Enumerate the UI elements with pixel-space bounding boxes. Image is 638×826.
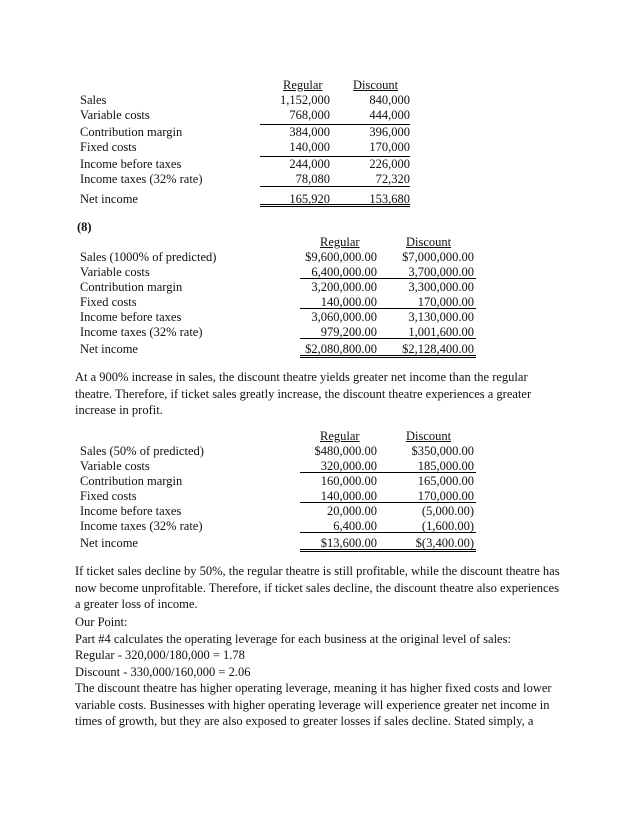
column-header-regular: Regular: [320, 235, 360, 249]
regular-value: 140,000.00: [320, 295, 377, 309]
text-line: Regular - 320,000/180,000 = 1.78: [75, 648, 245, 662]
discount-value: 226,000: [369, 157, 410, 171]
regular-value: $2,080,800.00: [305, 342, 377, 356]
discount-value: 1,001,600.00: [408, 325, 474, 339]
double-divider: [300, 355, 476, 358]
discount-value: $350,000.00: [411, 444, 474, 458]
regular-value: 6,400.00: [333, 519, 377, 533]
regular-value: 979,200.00: [320, 325, 377, 339]
discount-value: $(3,400.00): [415, 536, 474, 550]
analysis-paragraph-decline: [75, 563, 565, 613]
discount-value: 396,000: [369, 125, 410, 139]
text-line: At a 900% increase in sales, the discount theatre yields greater net income than the regular: [75, 370, 528, 384]
discount-value: 170,000: [369, 140, 410, 154]
row-label: Income taxes (32% rate): [80, 519, 203, 533]
row-label: Contribution margin: [80, 125, 183, 139]
row-label: Variable costs: [80, 459, 150, 473]
double-divider: [260, 204, 410, 207]
row-label: Contribution margin: [80, 280, 183, 294]
row-label: Income taxes (32% rate): [80, 172, 203, 186]
our-point-section: [75, 614, 565, 730]
regular-value: 1,152,000: [280, 93, 330, 107]
column-header-discount: Discount: [353, 78, 399, 92]
column-header-regular: Regular: [320, 429, 360, 443]
row-label: Income before taxes: [80, 157, 182, 171]
row-label: Income taxes (32% rate): [80, 325, 203, 339]
table-row: [80, 172, 420, 187]
discount-value: (5,000.00): [421, 504, 474, 518]
discount-value: $2,128,400.00: [402, 342, 474, 356]
row-label: Fixed costs: [80, 140, 137, 154]
regular-value: 6,400,000.00: [311, 265, 377, 279]
regular-value: $480,000.00: [314, 444, 377, 458]
income-table-base: [80, 78, 420, 207]
text-line: theatre. Therefore, if ticket sales greatly increase, the discount theatre experiences a greater: [75, 386, 532, 401]
divider: [300, 338, 476, 339]
text-line: a greater loss of income.: [75, 597, 198, 611]
regular-value: 768,000: [289, 108, 330, 122]
row-label: Variable costs: [80, 265, 150, 279]
text-line: now become unprofitable. Therefore, if ticket sales decline, the discount theatre also experiences: [75, 580, 559, 595]
column-header-discount: Discount: [406, 235, 452, 249]
discount-value: 170,000.00: [417, 295, 474, 309]
regular-value: 384,000: [289, 125, 330, 139]
text-line: Discount - 330,000/160,000 = 2.06: [75, 664, 251, 679]
discount-value: $7,000,000.00: [402, 250, 474, 264]
regular-value: 3,060,000.00: [311, 310, 377, 324]
regular-value: $13,600.00: [320, 536, 377, 550]
discount-value: 185,000.00: [417, 459, 474, 473]
row-label: Sales (1000% of predicted): [80, 250, 217, 264]
table-header-row: [80, 235, 480, 250]
section-heading: Our Point:: [75, 615, 128, 629]
divider: [300, 532, 476, 533]
row-label: Fixed costs: [80, 295, 137, 309]
discount-value: 153,680: [369, 192, 410, 206]
row-label: Sales (50% of predicted): [80, 444, 204, 458]
double-divider: [300, 549, 476, 552]
row-label: Fixed costs: [80, 489, 137, 503]
table-header-row: [80, 429, 480, 444]
regular-value: 78,080: [295, 172, 330, 186]
row-label: Contribution margin: [80, 474, 183, 488]
regular-value: 20,000.00: [327, 504, 377, 518]
divider: [300, 502, 476, 503]
text-line: increase in profit.: [75, 403, 163, 417]
column-header-regular: Regular: [283, 78, 323, 92]
text-line: variable costs. Businesses with higher operating leverage will experience greater net income in: [75, 697, 550, 712]
divider: [300, 278, 476, 279]
row-label: Net income: [80, 536, 138, 550]
row-label: Net income: [80, 342, 138, 356]
table-row: [80, 108, 420, 123]
table-header-row: [80, 78, 420, 93]
regular-value: 244,000: [289, 157, 330, 171]
analysis-paragraph-growth: [75, 369, 565, 419]
column-header-discount: Discount: [406, 429, 452, 443]
row-label: Net income: [80, 192, 138, 206]
divider: [300, 308, 476, 309]
table-row: [80, 157, 420, 172]
regular-value: 160,000.00: [320, 474, 377, 488]
text-line: times of growth, but they are also exposed to greater losses if sales decline. Stated simply, a: [75, 714, 534, 728]
text-line: The discount theatre has higher operating leverage, meaning it has higher fixed costs and lower: [75, 681, 552, 695]
table-row: [80, 444, 480, 459]
regular-value: 165,920: [289, 192, 330, 206]
discount-value: 170,000.00: [417, 489, 474, 503]
regular-value: $9,600,000.00: [305, 250, 377, 264]
row-label: Income before taxes: [80, 504, 182, 518]
table-row: [80, 504, 480, 519]
divider: [300, 472, 476, 473]
regular-value: 140,000.00: [320, 489, 377, 503]
table-row: [80, 140, 420, 155]
discount-value: 165,000.00: [417, 474, 474, 488]
regular-value: 320,000.00: [320, 459, 377, 473]
regular-value: 140,000: [289, 140, 330, 154]
table-row: [80, 310, 480, 325]
discount-value: (1,600.00): [421, 519, 474, 533]
table-row: [80, 280, 480, 295]
discount-value: 3,700,000.00: [408, 265, 474, 279]
discount-value: 840,000: [369, 93, 410, 107]
discount-value: 72,320: [375, 172, 410, 186]
divider: [260, 186, 410, 187]
text-line: Part #4 calculates the operating leverage for each business at the original level of sales:: [75, 631, 511, 646]
discount-value: 3,130,000.00: [408, 310, 474, 324]
table-row: [80, 125, 420, 140]
table-row: [80, 474, 480, 489]
table-row: [80, 250, 480, 265]
discount-value: 3,300,000.00: [408, 280, 474, 294]
discount-value: 444,000: [369, 108, 410, 122]
table-row: [80, 93, 420, 108]
divider: [260, 124, 410, 125]
regular-value: 3,200,000.00: [311, 280, 377, 294]
row-label: Variable costs: [80, 108, 150, 122]
text-line: If ticket sales decline by 50%, the regular theatre is still profitable, while the discount theatre has: [75, 564, 560, 578]
section-heading: (8): [77, 220, 92, 234]
row-label: Income before taxes: [80, 310, 182, 324]
row-label: Sales: [80, 93, 107, 107]
divider: [260, 156, 410, 157]
